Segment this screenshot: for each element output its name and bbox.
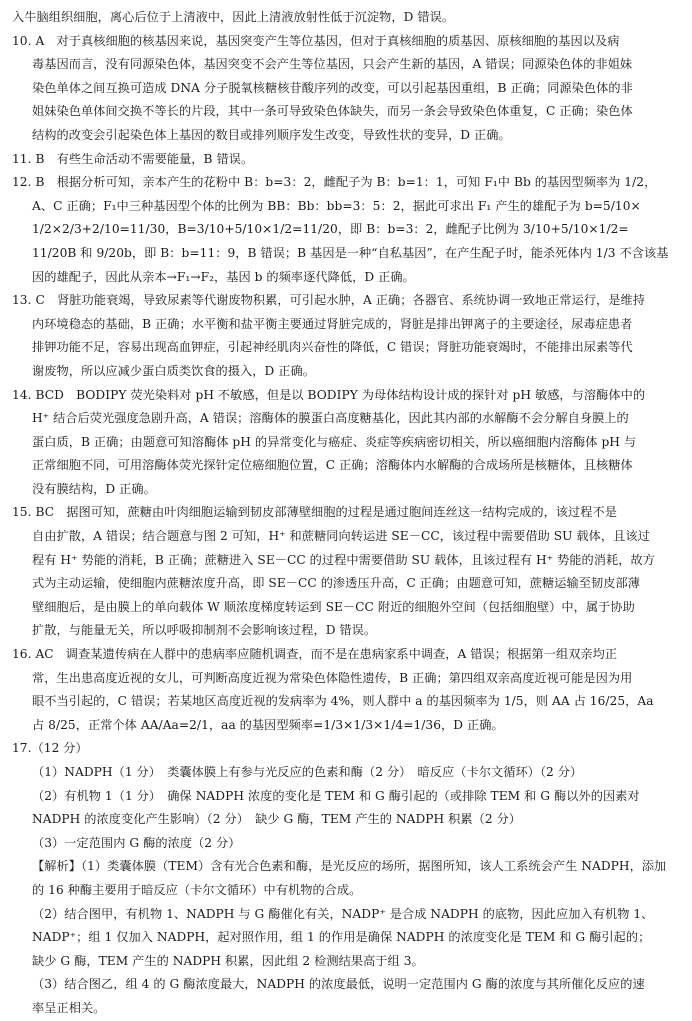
analysis-header: 【解析】（1）类囊体膜（TEM）含有光合色素和酶，是光反应的场所，据图所知，该人工系统会产生 NADPH，添加 <box>32 859 667 874</box>
text-line: （1）NADPH（1 分） 类囊体膜上有参与光反应的色素和酶（2 分） 暗反应（卡尔文循环）（2 分） <box>32 765 583 779</box>
text-line: 率呈正相关。 <box>32 1000 106 1015</box>
text-line: 缺少 G 酶，TEM 产生的 NADPH 积累，因此组 2 检测结果高于组 3。 <box>32 953 424 968</box>
answer-11-header: 11. B 有些生命活动不需要能量，B 错误。 <box>12 151 254 166</box>
answer-15-header: 15. BC 据图可知，蔗糖由叶肉细胞运输到韧皮部薄壁细胞的过程是通过胞间连丝这一结构完成的，该过程不是 <box>12 505 617 520</box>
text-line: 因的雄配子，因此从亲本→F₁→F₂，基因 b 的频率逐代降低，D 正确。 <box>32 269 415 284</box>
text-line: 扩散，与能量无关，所以呼吸抑制剂不会影响该过程，D 错误。 <box>32 623 377 638</box>
text-line: 1/2×2/3+2/10=11/30，B=3/10+5/10×1/2=11/20，即 B：b=3：2，雌配子比例为 3/10+5/10×1/2= <box>32 222 629 237</box>
text-line: 正常细胞不同，可用溶酶体荧光探针定位癌细胞位置，C 正确；溶酶体内水解酶的合成场所是核糖体，且核糖体 <box>32 458 633 473</box>
text-line: NADP⁺；组 1 仅加入 NADPH，起对照作用，组 1 的作用是确保 NADPH 的浓度变化是 TEM 和 G 酶引起的； <box>32 930 651 945</box>
answer-10-header: 10. A 对于真核细胞的核基因来说，基因突变产生等位基因，但对于真核细胞的质基因、原核细胞的基因以及病 <box>12 33 620 48</box>
text-line: 11/20B 和 9/20b，即 B：b=11：9，B 错误；B 基因是一种“自私基因”，在产生配子时，能杀死体内 1/3 不含该基 <box>32 245 669 260</box>
answer-13-header: 13. C 肾脏功能衰竭，导致尿素等代谢废物积累，可引起水肿，A 正确；各器官、系统协调一致地正常运行，是维持 <box>12 293 646 308</box>
text-line: （2）结合图甲，有机物 1、NADPH 与 G 酶催化有关，NADP⁺ 是合成 NADPH 的底物，因此应加入有机物 1、 <box>32 906 654 921</box>
text-line: 谢废物，所以应减少蛋白质类饮食的摄入，D 正确。 <box>32 363 315 378</box>
text-line: H⁺ 结合后荧光强度急剧升高，A 错误；溶酶体的膜蛋白高度糖基化，因此其内部的水解酶不会分解自身膜上的 <box>32 411 629 426</box>
text-line: 程有 H⁺ 势能的消耗，B 正确；蔗糖进入 SE－CC 的过程中需要借助 SU 载体，且该过程有 H⁺ 势能的消耗，故方 <box>32 552 655 567</box>
text-line: 姐妹染色单体间交换不等长的片段，其中一条可导致染色体缺失，而另一条会导致染色体重复，C 正确；染色体 <box>32 104 633 119</box>
answer-12-header: 12. B 根据分析可知，亲本产生的花粉中 B：b=3：2，雌配子为 B：b=1：1，可知 F₁中 Bb 的基因型频率为 1/2， <box>12 175 657 190</box>
text-line: （2）有机物 1（1 分） 确保 NADPH 浓度的变化是 TEM 和 G 酶引起的（或排除 TEM 和 G 酶以外的因素对 <box>32 788 640 803</box>
text-line: 没有膜结构，D 正确。 <box>32 481 156 496</box>
text-line: 结构的改变会引起染色体上基因的数目或排列顺序发生改变，导致性状的变异，D 正确。 <box>32 127 511 142</box>
answer-14-header: 14. BCD BODIPY 荧光染料对 pH 不敏感，但是以 BODIPY 为母体结构设计成的探针对 pH 敏感，与溶酶体中的 <box>12 387 646 402</box>
text-line: 入牛脑组织细胞，离心后位于上清液中，因此上清液放射性低于沉淀物，D 错误。 <box>12 10 455 24</box>
answer-16-header: 16. AC 调查某遗传病在人群中的患病率应随机调查，而不是在患病家系中调查，A 错误；根据第一组双亲均正 <box>12 647 618 662</box>
text-line: 式为主动运输，使细胞内蔗糖浓度升高，即 SE－CC 的渗透压升高，C 正确；由题意可知，蔗糖运输至韧皮部薄 <box>32 576 640 591</box>
text-line: 排钾功能不足，容易出现高血钾症，引起神经肌肉兴奋性的降低，C 错误；肾脏功能衰竭时，不能排出尿素等代 <box>32 340 633 355</box>
text-line: 染色单体之间互换可造成 DNA 分子脱氧核糖核苷酸序列的改变，可以引起基因重组，B 正确；同源染色体的非 <box>32 80 633 95</box>
text-line: NADPH 的浓度变化产生影响）（2 分） 缺少 G 酶，TEM 产生的 NADPH 积累（2 分） <box>32 812 522 827</box>
text-line: 眼不当引起的，C 错误；若某地区高度近视的发病率为 4%，则人群中 a 的基因频率为 1/5，则 AA 占 16/25，Aa <box>32 694 654 709</box>
text-line: （3）一定范围内 G 酶的浓度（2 分） <box>32 835 241 850</box>
answer-17-header: 17.（12 分） <box>12 741 88 756</box>
text-line: 常，生出患高度近视的女儿，可判断高度近视为常染色体隐性遗传，B 正确；第四组双亲高度近视可能是因为用 <box>32 670 633 685</box>
text-line: 的 16 种酶主要用于暗反应（卡尔文循环）中有机物的合成。 <box>32 882 362 897</box>
text-line: 蛋白质，B 正确；由题意可知溶酶体 pH 的异常变化与癌症、炎症等疾病密切相关，所以癌细胞内溶酶体 pH 与 <box>32 434 637 449</box>
text-line: A、C 正确；F₁中三种基因型个体的比例为 BB：Bb：bb=3：5：2，据此可求出 F₁ 产生的雄配子为 b=5/10× <box>32 198 641 213</box>
text-line: 毒基因而言，没有同源染色体，基因突变不会产生等位基因，只会产生新的基因，A 错误；同源染色体的非姐妹 <box>32 57 633 72</box>
text-line: 壁细胞后，是由膜上的单向载体 W 顺浓度梯度转运到 SE－CC 附近的细胞外空间（包括细胞壁）中，属于协助 <box>32 599 635 614</box>
text-line: 自由扩散，A 错误；结合题意与图 2 可知，H⁺ 和蔗糖同向转运进 SE－CC，该过程中需要借助 SU 载体，且该过 <box>32 529 650 544</box>
text-line: 占 8/25，正常个体 AA/Aa=2/1，aa 的基因型频率=1/3×1/3×1/4=1/36，D 正确。 <box>32 717 504 732</box>
text-line: 内环境稳态的基础，B 正确；水平衡和盐平衡主要通过肾脏完成的，肾脏是排出钾离子的主要途径，尿毒症患者 <box>32 316 633 331</box>
text-line: （3）结合图乙，组 4 的 G 酶浓度最大，NADPH 的浓度最低，说明一定范围内 G 酶的浓度与其所催化反应的速 <box>32 977 645 992</box>
